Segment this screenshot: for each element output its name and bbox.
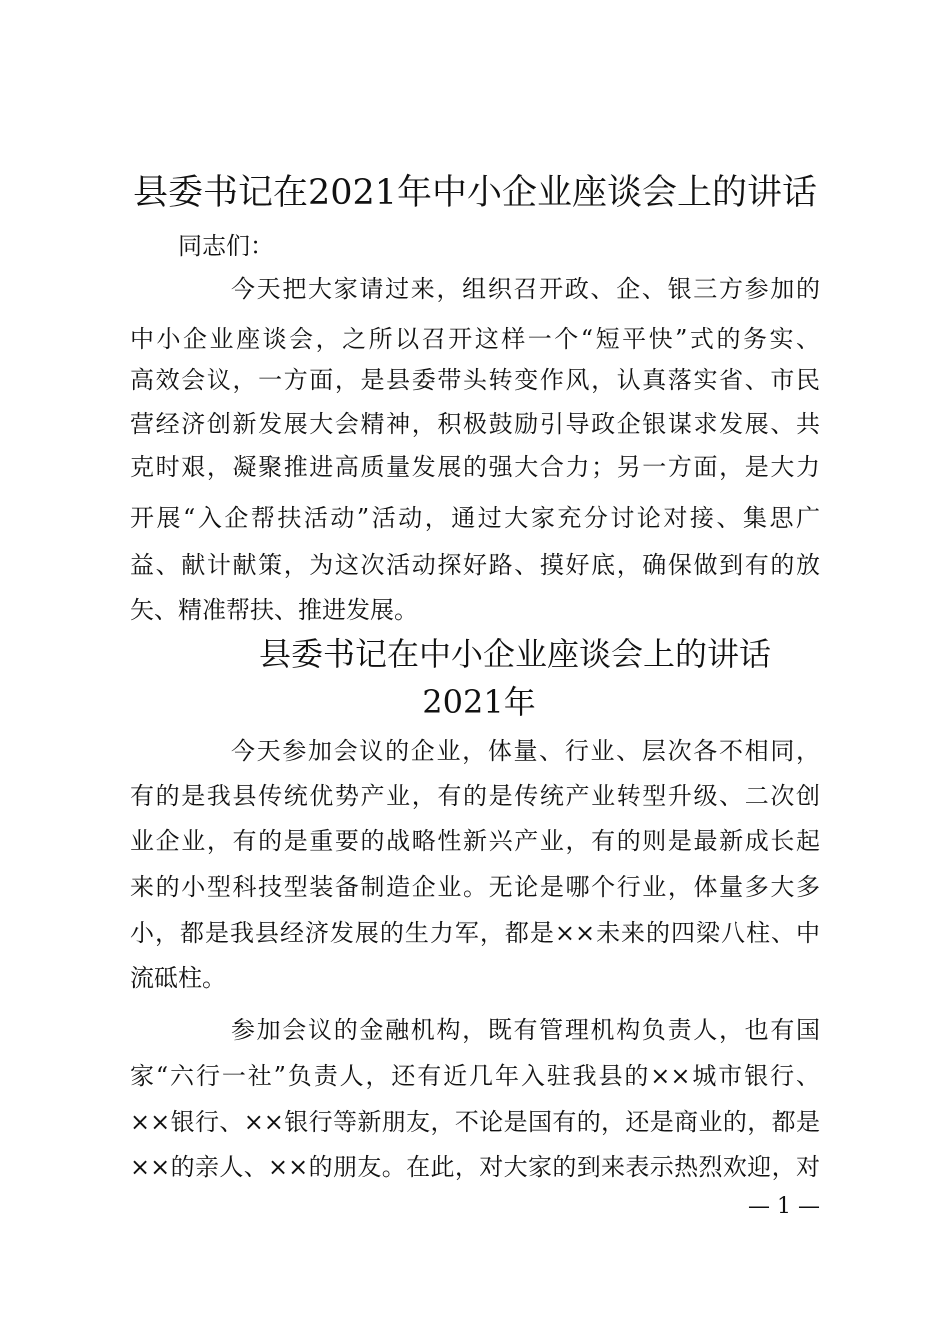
- paragraph-1-line: 开展“入企帮扶活动”活动，通过大家充分讨论对接、集思广: [130, 504, 820, 532]
- paragraph-2-line: 小，都是我县经济发展的生力军，都是××未来的四梁八柱、中: [130, 919, 820, 947]
- paragraph-2-line: 来的小型科技型装备制造企业。无论是哪个行业，体量多大多: [130, 873, 820, 901]
- paragraph-1-line: 高效会议，一方面，是县委带头转变作风，认真落实省、市民: [130, 366, 820, 394]
- paragraph-2-line: 流砥柱。: [130, 964, 226, 992]
- paragraph-1-line: 益、献计献策，为这次活动探好路、摸好底，确保做到有的放: [130, 551, 820, 579]
- subtitle: 县委书记在中小企业座谈会上的讲话: [258, 635, 771, 673]
- paragraph-1-line: 今天把大家请过来，组织召开政、企、银三方参加的: [231, 275, 820, 303]
- page-number: — 1 —: [748, 1194, 820, 1219]
- paragraph-2-line: 有的是我县传统优势产业，有的是传统产业转型升级、二次创: [130, 782, 820, 810]
- paragraph-1-line: 营经济创新发展大会精神，积极鼓励引导政企银谋求发展、共: [130, 410, 820, 438]
- paragraph-3-line: ××的亲人、××的朋友。在此，对大家的到来表示热烈欢迎，对: [130, 1153, 820, 1181]
- salutation: 同志们：: [178, 232, 274, 260]
- paragraph-1-line: 克时艰，凝聚推进高质量发展的强大合力；另一方面，是大力: [130, 453, 820, 481]
- paragraph-1-line: 矢、精准帮扶、推进发展。: [130, 596, 418, 624]
- paragraph-2-line: 业企业，有的是重要的战略性新兴产业，有的则是最新成长起: [130, 827, 820, 855]
- paragraph-3-line: 参加会议的金融机构，既有管理机构负责人，也有国: [231, 1016, 820, 1044]
- document-title: 县委书记在2021年中小企业座谈会上的讲话: [132, 173, 818, 213]
- paragraph-2-line: 今天参加会议的企业，体量、行业、层次各不相同，: [231, 737, 820, 765]
- subtitle-year: 2021年: [422, 683, 536, 721]
- paragraph-3-line: ××银行、××银行等新朋友，不论是国有的，还是商业的，都是: [130, 1108, 820, 1136]
- paragraph-1-line: 中小企业座谈会，之所以召开这样一个“短平快”式的务实、: [130, 325, 820, 353]
- paragraph-3-line: 家“六行一社”负责人，还有近几年入驻我县的××城市银行、: [130, 1062, 820, 1090]
